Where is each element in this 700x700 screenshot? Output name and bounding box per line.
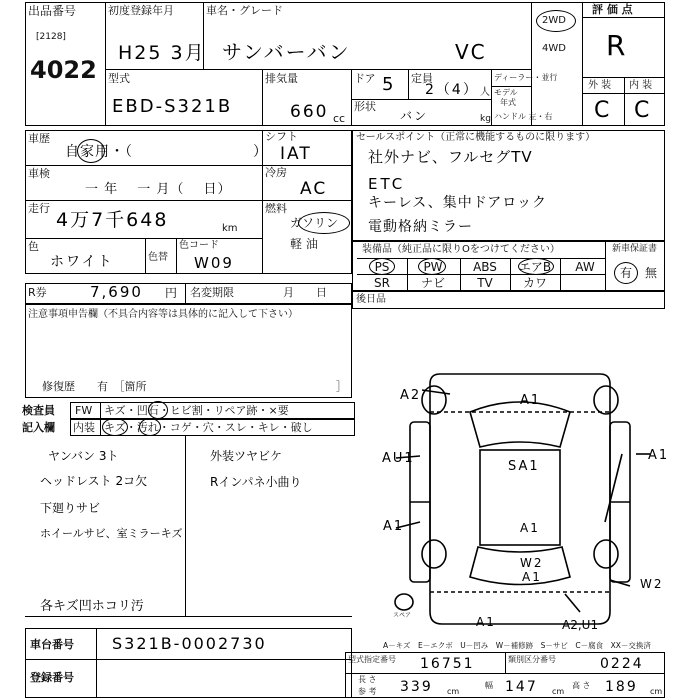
mark-au1-left: AU1 <box>382 451 415 466</box>
type-no-value: 16751 <box>420 656 475 672</box>
height-value: 189 <box>605 679 638 695</box>
name-label: 車名・グレード <box>206 4 283 17</box>
capacity-unit: 人 <box>480 87 490 98</box>
drive-4wd: 4WD <box>542 43 566 54</box>
interior-label: 内 装 <box>629 80 653 91</box>
shift-value: IAT <box>280 144 312 164</box>
ac-value: AC <box>300 179 328 199</box>
color-code-label: 色コード <box>179 240 219 251</box>
shift-label: シフト <box>265 130 298 143</box>
equip-sr: SR <box>374 276 390 290</box>
remark-left-1: ヤンバン 3ト <box>48 449 119 463</box>
remark-left-2: ヘッドレスト 2コ欠 <box>40 474 148 488</box>
history-label: 車歴 <box>28 132 50 145</box>
equip-abs: ABS <box>473 260 497 274</box>
color-label: 色 <box>28 240 39 253</box>
history-value: 自家用・（ ） <box>65 144 268 160</box>
length-value: 339 <box>400 679 433 695</box>
equipment-label: 装備品（純正品に限りOをつけてください） <box>362 244 560 255</box>
interior-insp-label: 内装 <box>73 421 95 434</box>
fuel-circle <box>298 212 350 234</box>
doors-label: ドア <box>354 72 376 85</box>
insp-circle-2 <box>102 418 128 436</box>
selling-point-3: キーレス、集中ドアロック <box>368 195 548 211</box>
capacity-label: 定員 <box>411 72 433 85</box>
equip-airbag-circle <box>518 258 554 275</box>
handle-label: ハンドル 左・右 <box>494 112 553 121</box>
deadline-label: 名変期限 <box>190 286 234 299</box>
wheel-spare <box>395 594 413 610</box>
grade-value: VC <box>455 40 487 64</box>
color-code-value: W09 <box>194 254 234 272</box>
capacity-value: 2（4） <box>425 82 479 98</box>
manual-circle <box>614 262 638 284</box>
reg-value: H25 3月 <box>118 42 206 64</box>
mileage-value: 4万7千648 <box>56 209 169 231</box>
car-outline-top <box>430 374 610 624</box>
shape-value: バン <box>400 109 429 123</box>
inspection-value: 一 年 一 月（ 日） <box>85 182 232 197</box>
class-value: 0224 <box>600 656 644 672</box>
disp-unit: cc <box>333 112 346 125</box>
ref-label: 参 考 <box>358 687 377 696</box>
mark-a1-left-rear: A1 <box>383 519 405 534</box>
dealer-label: ディーラー・並行 <box>494 73 558 82</box>
repair-close: ］ <box>336 380 347 393</box>
width-value: 147 <box>505 679 538 695</box>
equip-airbag: エアB <box>518 260 552 274</box>
reg-no-label: 登録番号 <box>30 671 74 684</box>
selling-point-1: 社外ナビ、フルセグTV <box>368 148 533 166</box>
interior-value: C <box>634 98 652 123</box>
reg-label: 初度登録年月 <box>108 4 174 17</box>
mark-w2-rear: W2 <box>520 556 544 570</box>
wheel-rear-right <box>594 540 618 568</box>
selling-point-2: ETC <box>368 175 406 193</box>
mark-a1-front: A1 <box>520 393 542 408</box>
drive-2wd: 2WD <box>542 15 566 26</box>
exterior-value: C <box>594 98 612 123</box>
length-label: 長 さ <box>358 675 377 684</box>
history-circle <box>77 139 105 163</box>
wheel-front-right <box>594 386 618 414</box>
equip-navi: ナビ <box>420 276 445 290</box>
repair-label: 修復歴 有 ［箇所 <box>42 380 147 393</box>
color-change-label: 色替 <box>148 252 168 263</box>
fw-items: キズ・凹石・ヒビ割・リペア跡・×要 <box>104 404 289 417</box>
type-label: 型式 <box>108 72 130 85</box>
chassis-value: S321B-0002730 <box>112 634 267 653</box>
eval-value: R <box>606 29 628 62</box>
model-year-label: モデル <box>494 88 518 97</box>
lot-code: [2128] <box>36 32 66 42</box>
height-label: 高 さ <box>572 681 591 690</box>
post-label: 後日品 <box>356 294 386 305</box>
width-unit: cm <box>552 687 565 696</box>
insp-circle-1 <box>148 401 168 419</box>
disp-value: 660 <box>290 102 329 122</box>
lot-label: 出品番号 <box>28 4 77 18</box>
name-value: サンバーバン <box>222 40 351 64</box>
shape-label: 形状 <box>354 100 376 113</box>
selling-label: セールスポイント（正常に機能するものに限ります） <box>356 132 596 143</box>
chassis-label: 車台番号 <box>30 638 74 651</box>
manual-none: 無 <box>645 266 658 280</box>
fuel-label: 燃料 <box>265 202 287 215</box>
equip-leather: カワ <box>522 276 547 290</box>
deadline-unit: 月 日 <box>283 286 327 299</box>
equip-pw-circle <box>418 258 446 275</box>
lot-number: 4022 <box>30 56 97 84</box>
post-items-frame <box>352 291 665 309</box>
ac-label: 冷房 <box>265 166 287 179</box>
car-windshield <box>470 402 570 447</box>
mark-w2-right: W2 <box>640 577 664 591</box>
manual-have: 有 <box>620 266 633 280</box>
type-value: EBD-S321B <box>112 96 233 117</box>
recycle-value: 7,690 <box>90 283 143 301</box>
type-no-label: 型式指定番号 <box>348 655 396 664</box>
inspection-label: 車検 <box>28 167 50 180</box>
remark-bottom: 各キズ凹ホコリ汚 <box>40 599 144 614</box>
remark-right-1: 外装ツヤビケ <box>210 449 283 463</box>
equip-aw: AW <box>575 260 595 274</box>
mileage-label: 走行 <box>28 202 50 215</box>
color-value: ホワイト <box>50 254 114 270</box>
fuel-diesel: 軽 油 <box>290 237 318 251</box>
recycle-unit: 円 <box>165 286 178 300</box>
fuel-gasoline: ガソリン <box>290 216 339 230</box>
notes-label: 注意事項申告欄（不具合内容等は具体的に記入して下さい） <box>28 309 298 320</box>
mark-a1-rear: A1 <box>522 570 542 584</box>
manual-label: 新車保証書 <box>612 244 658 254</box>
mileage-unit: km <box>222 223 238 234</box>
inspector-label-1: 検査員 <box>22 404 55 417</box>
remark-right-2: Rインパネ小曲り <box>210 475 302 489</box>
mark-a1-bottom: A1 <box>476 615 496 629</box>
model-year-label2: 年式 <box>500 98 516 107</box>
fw-label: FW <box>75 404 93 417</box>
wheel-rear-left <box>422 540 446 568</box>
eval-label: 評 価 点 <box>592 3 633 16</box>
width-label: 幅 <box>485 681 493 690</box>
kg-unit: kg <box>480 114 491 124</box>
equip-ps: PS <box>374 260 390 274</box>
insp-circle-3 <box>139 418 161 436</box>
recycle-label: R券 <box>28 286 47 299</box>
mark-a1-right: A1 <box>648 448 670 463</box>
remark-left-3: 下廻りサビ <box>40 501 101 515</box>
spare-label: スペア <box>393 612 412 619</box>
equip-tv: TV <box>477 276 493 290</box>
mark-a2-front: A2 <box>400 388 422 403</box>
equip-pw: PW <box>423 260 443 274</box>
remark-left-4: ホイールサビ、室ミラーキズ <box>40 527 183 540</box>
disp-label: 排気量 <box>265 72 298 85</box>
mark-a1-rear-side: A1 <box>520 521 540 535</box>
exterior-label: 外 装 <box>588 80 612 91</box>
mark-a2u1-bottom: A2,U1 <box>562 618 599 632</box>
interior-items: キズ・汚れ・コゲ・穴・スレ・キレ・破し <box>104 421 313 434</box>
damage-legend: A－キズ E－エクボ U－凹み W－補修跡 S－サビ C－腐食 XX－交換済 <box>383 641 651 650</box>
doors-value: 5 <box>382 74 396 95</box>
equip-ps-circle <box>369 258 395 275</box>
height-unit: cm <box>650 687 663 696</box>
length-unit: cm <box>447 687 460 696</box>
inspector-label-2: 記入欄 <box>22 421 55 434</box>
mark-sa1-roof: SA1 <box>508 459 540 474</box>
class-label: 類別区分番号 <box>508 655 556 664</box>
selling-point-4: 電動格納ミラー <box>368 219 473 235</box>
